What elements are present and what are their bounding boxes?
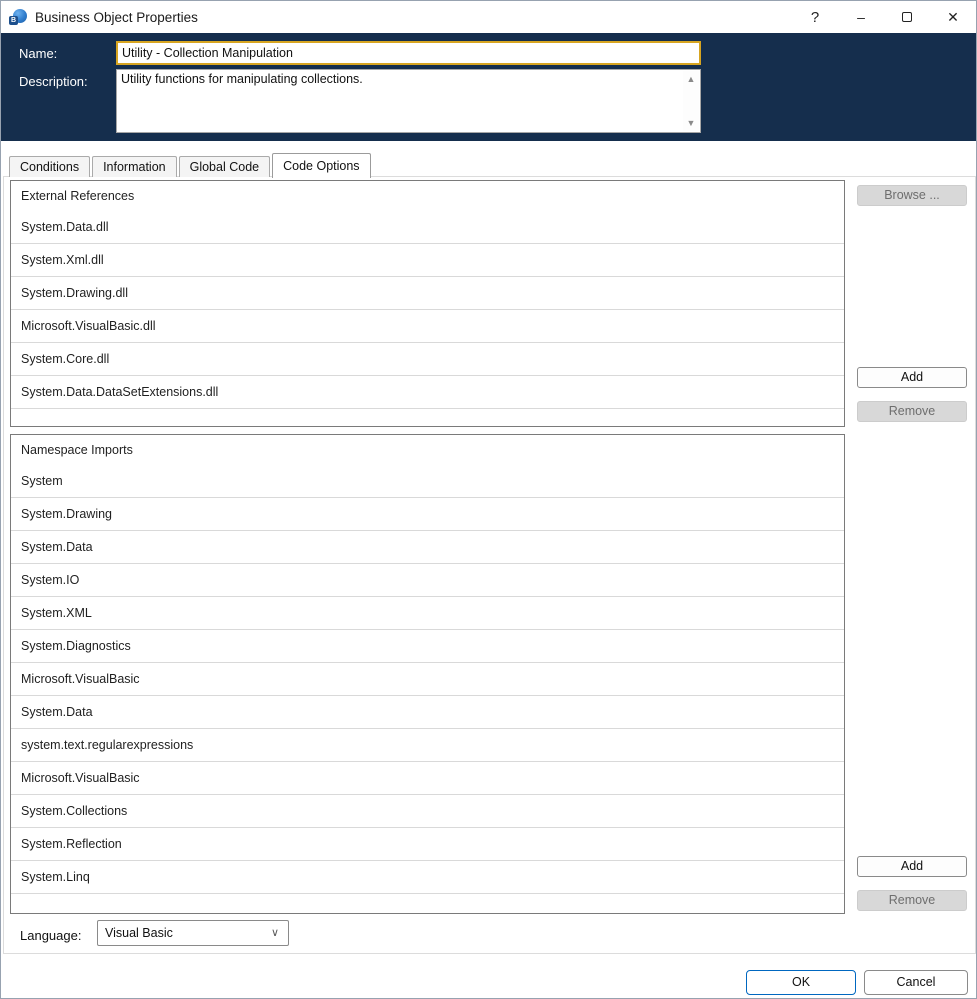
list-empty-row[interactable]: [11, 408, 844, 426]
list-empty-row[interactable]: [11, 893, 844, 913]
maximize-icon: [902, 12, 912, 22]
title-bar[interactable]: [1, 1, 976, 33]
window-title: Business Object Properties: [35, 9, 198, 25]
list-item[interactable]: System.Diagnostics: [11, 629, 844, 662]
cube-icon: B: [10, 17, 17, 24]
list-item[interactable]: System.Reflection: [11, 827, 844, 860]
list-item[interactable]: System.Collections: [11, 794, 844, 827]
description-label: Description:: [19, 74, 88, 89]
list-item[interactable]: system.text.regularexpressions: [11, 728, 844, 761]
description-scrollbar[interactable]: [683, 71, 699, 131]
list-item[interactable]: System.Xml.dll: [11, 243, 844, 276]
description-field[interactable]: [116, 69, 701, 133]
tab-strip: [9, 152, 373, 177]
list-item[interactable]: System.Linq: [11, 860, 844, 893]
tab-information[interactable]: Information: [92, 156, 177, 177]
language-selected-value: Visual Basic: [105, 926, 173, 940]
language-label: Language:: [20, 928, 82, 943]
list-item[interactable]: System.Data.dll: [21, 220, 109, 234]
list-item[interactable]: System.IO: [11, 563, 844, 596]
properties-header: [1, 33, 976, 141]
name-input[interactable]: [116, 41, 701, 65]
list-item[interactable]: System: [21, 474, 63, 488]
list-column-header[interactable]: Namespace Imports: [21, 443, 133, 457]
tab-code-options[interactable]: Code Options: [272, 153, 370, 178]
list-item[interactable]: System.Data: [11, 530, 844, 563]
cancel-button[interactable]: Cancel: [864, 970, 968, 995]
tab-conditions[interactable]: Conditions: [9, 156, 90, 177]
browse-button[interactable]: Browse ...: [857, 185, 967, 206]
app-icon: [9, 8, 27, 26]
name-label: Name:: [19, 46, 58, 61]
list-item[interactable]: System.Drawing.dll: [11, 276, 844, 309]
maximize-button[interactable]: [884, 1, 930, 33]
language-dropdown[interactable]: [97, 920, 289, 946]
list-item[interactable]: System.XML: [11, 596, 844, 629]
external-references-add-button[interactable]: Add: [857, 367, 967, 388]
chevron-down-icon: ∨: [270, 927, 279, 939]
list-item[interactable]: Microsoft.VisualBasic: [11, 662, 844, 695]
close-button[interactable]: ✕: [947, 8, 959, 25]
description-text: Utility functions for manipulating collections.: [121, 72, 363, 86]
namespace-imports-list[interactable]: [10, 434, 845, 914]
namespace-imports-remove-button[interactable]: Remove: [857, 890, 967, 911]
external-references-remove-button[interactable]: Remove: [857, 401, 967, 422]
list-item[interactable]: System.Core.dll: [11, 342, 844, 375]
scroll-up-icon[interactable]: ▲: [686, 74, 696, 84]
list-item[interactable]: System.Drawing: [11, 497, 844, 530]
minimize-button[interactable]: –: [857, 9, 865, 25]
scroll-down-icon[interactable]: ▼: [686, 118, 696, 128]
list-item[interactable]: Microsoft.VisualBasic: [11, 761, 844, 794]
ok-button[interactable]: OK: [746, 970, 856, 995]
namespace-imports-add-button[interactable]: Add: [857, 856, 967, 877]
list-item[interactable]: Microsoft.VisualBasic.dll: [11, 309, 844, 342]
list-column-header[interactable]: External References: [21, 189, 135, 203]
help-button[interactable]: ?: [810, 8, 820, 26]
list-item[interactable]: System.Data: [11, 695, 844, 728]
code-options-tab-page: [3, 176, 976, 954]
window-controls: [792, 1, 976, 33]
tab-global-code[interactable]: Global Code: [179, 156, 271, 177]
list-item[interactable]: System.Data.DataSetExtensions.dll: [11, 375, 844, 408]
external-references-list[interactable]: [10, 180, 845, 427]
